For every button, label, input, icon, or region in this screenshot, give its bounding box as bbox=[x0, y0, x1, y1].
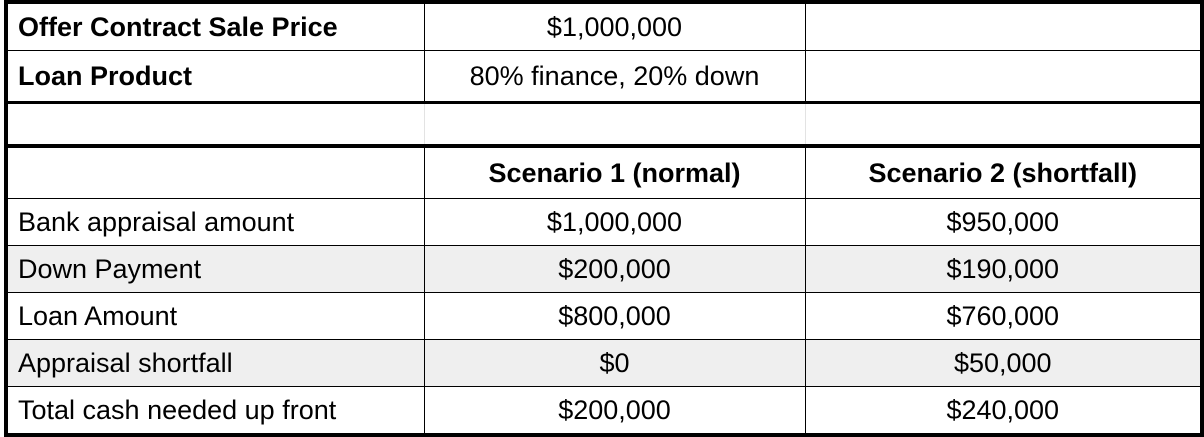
row-label-cell[interactable]: Total cash needed up front bbox=[6, 387, 424, 436]
loan-product-label-cell[interactable]: Loan Product bbox=[6, 51, 424, 103]
table-row bbox=[6, 199, 1202, 246]
loan-product-row bbox=[6, 51, 1202, 103]
scenario-1-value-cell[interactable]: $800,000 bbox=[424, 293, 805, 340]
row-label-cell[interactable]: Loan Amount bbox=[6, 293, 424, 340]
table-row bbox=[6, 246, 1202, 293]
row-label-cell[interactable]: Bank appraisal amount bbox=[6, 199, 424, 246]
row-label-cell[interactable]: Appraisal shortfall bbox=[6, 340, 424, 387]
loan-product-empty-cell[interactable] bbox=[805, 51, 1202, 103]
scenario-1-header-cell[interactable]: Scenario 1 (normal) bbox=[424, 146, 805, 199]
scenario-2-value-cell[interactable]: $190,000 bbox=[805, 246, 1202, 293]
offer-price-empty-cell[interactable] bbox=[805, 2, 1202, 51]
scenario-header-row bbox=[6, 146, 1202, 199]
appraisal-shortfall-table bbox=[4, 0, 1204, 437]
spacer-cell[interactable] bbox=[6, 103, 424, 147]
spacer-row bbox=[6, 103, 1202, 147]
scenario-1-value-cell[interactable]: $0 bbox=[424, 340, 805, 387]
scenario-1-value-cell[interactable]: $1,000,000 bbox=[424, 199, 805, 246]
row-label-cell[interactable]: Down Payment bbox=[6, 246, 424, 293]
scenario-1-value-cell[interactable]: $200,000 bbox=[424, 246, 805, 293]
table-row bbox=[6, 340, 1202, 387]
table-row bbox=[6, 387, 1202, 436]
offer-price-label-cell[interactable]: Offer Contract Sale Price bbox=[6, 2, 424, 51]
offer-price-value-cell[interactable]: $1,000,000 bbox=[424, 2, 805, 51]
scenario-2-value-cell[interactable]: $760,000 bbox=[805, 293, 1202, 340]
scenario-2-value-cell[interactable]: $240,000 bbox=[805, 387, 1202, 436]
header-row-label-cell[interactable] bbox=[6, 146, 424, 199]
offer-price-row bbox=[6, 2, 1202, 51]
spacer-cell[interactable] bbox=[424, 103, 805, 147]
scenario-2-value-cell[interactable]: $950,000 bbox=[805, 199, 1202, 246]
spacer-cell[interactable] bbox=[805, 103, 1202, 147]
table-row bbox=[6, 293, 1202, 340]
scenario-2-header-cell[interactable]: Scenario 2 (shortfall) bbox=[805, 146, 1202, 199]
loan-product-value-cell[interactable]: 80% finance, 20% down bbox=[424, 51, 805, 103]
scenario-2-value-cell[interactable]: $50,000 bbox=[805, 340, 1202, 387]
scenario-1-value-cell[interactable]: $200,000 bbox=[424, 387, 805, 436]
